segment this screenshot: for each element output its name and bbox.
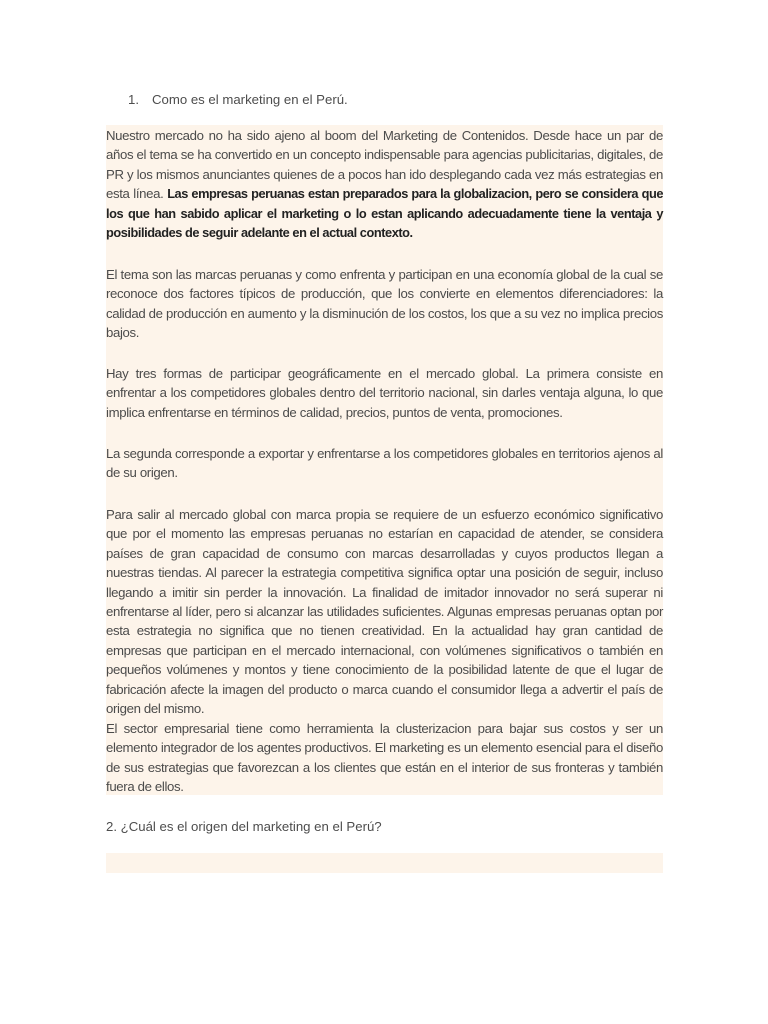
paragraph-4: La segunda corresponde a exportar y enfrentarse a los competidores globales en territorios ajenos al de su origen. (106, 446, 663, 481)
paragraph-6: El sector empresarial tiene como herramienta la clusterizacion para bajar sus costos y ser un elemento integrador de los agentes productivos. El marketing es un elemento esencial para el diseño de sus estrategias que favorezcan a los clientes que están en el interior de sus fronteras y también fuera de ellos. (106, 721, 663, 795)
question-1-heading (128, 90, 348, 109)
question-1-number: 1. (128, 92, 139, 107)
question-1-text: Como es el marketing en el Perú. (152, 92, 348, 107)
paragraph-1 (106, 126, 663, 242)
question-2-heading: 2. ¿Cuál es el origen del marketing en el Perú? (106, 819, 382, 834)
paragraph-5: Para salir al mercado global con marca propia se requiere de un esfuerzo económico significativo que por el momento las empresas peruanas no estarían en capacidad de atender, se considera países de gran capacidad de consumo con marcas desarrolladas y cuyos productos llegan a nuestras tiendas. Al parecer la estrategia competitiva significa optar una posición de seguir, incluso llegando a imitir sin perder la innovación. La finalidad de imitador innovador no será superar ni enfrentarse al líder, pero si alcanzar las utilidades suficientes. Algunas empresas peruanas optan por esta estrategia no significa que no tienen creatividad. En la actualidad hay gran cantidad de empresas que participan en el mercado internacional, con volúmenes significativos o también en pequeños volúmenes y montos y tiene conocimiento de la posibilidad latente de que el lugar de fabricación afecte la imagen del producto o marca cuando el consumidor llega a advertir el país de origen del mismo. (106, 507, 663, 717)
paragraph-1-text: Nuestro mercado no ha sido ajeno al boom del Marketing de Contenidos. Desde hace un par de años el tema se ha convertido en un concepto indispensable para agencias publicitarias, digitales, de PR y los mismos anunciantes quienes de a pocos han ido desplegando cada vez más estrategias en esta línea. (106, 128, 663, 202)
paragraph-1-bold-text: Las empresas peruanas estan preparados para la globalizacion, pero se considera que los que han sabido aplicar el marketing o lo estan aplicando adecuadamente tiene la ventaja y posibilidades de seguir adelante en el actual contexto. (106, 186, 663, 241)
answer-2-highlight (106, 853, 663, 873)
paragraph-3: Hay tres formas de participar geográficamente en el mercado global. La primera consiste en enfrentar a los competidores globales dentro del territorio nacional, sin darles ventaja alguna, lo que implica enfrentarse en términos de calidad, precios, puntos de venta, promociones. (106, 366, 663, 420)
paragraph-2: El tema son las marcas peruanas y como enfrenta y participan en una economía global de la cual se reconoce dos factores típicos de producción, que los convierte en elementos diferenciadores: la calidad de producción en aumento y la disminución de los costos, los que a su vez no implica precios bajos. (106, 267, 663, 341)
